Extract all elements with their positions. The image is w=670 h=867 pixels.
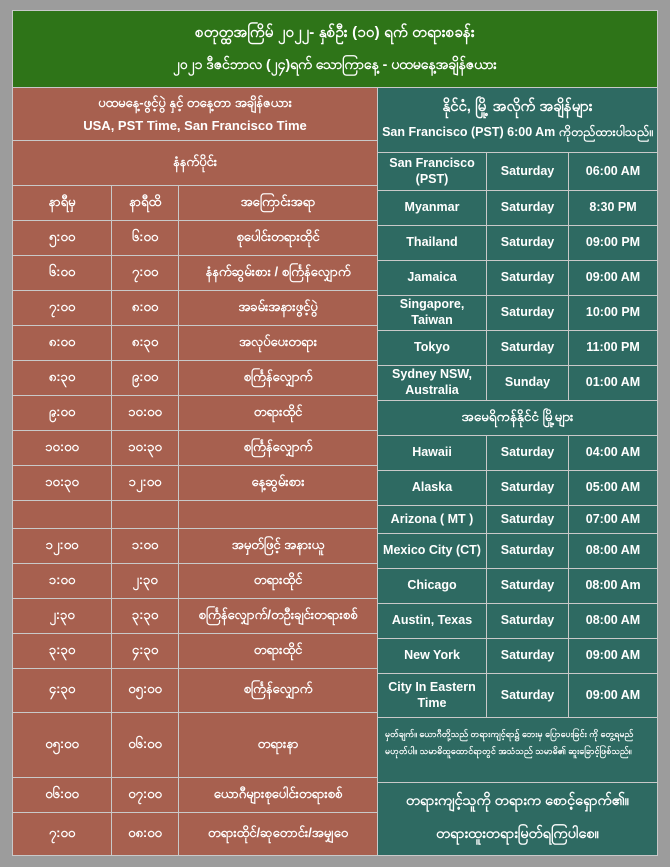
- city-cell: San Francisco (PST): [378, 153, 487, 190]
- schedule-row: [13, 466, 377, 501]
- world-times-title: နိုင်ငံ, မြို့ အလိုက် အချိန်များ: [442, 98, 593, 115]
- schedule-row: [13, 599, 377, 634]
- schedule-row: [13, 396, 377, 431]
- column-header-activity: အကြောင်းအရာ: [240, 193, 316, 209]
- day-cell: Sunday: [487, 366, 569, 400]
- city-cell: Alaska: [378, 471, 487, 505]
- time-from-cell: ၁၂:၀၀: [13, 529, 112, 563]
- time-to-cell: ၀၆:၀၀: [112, 713, 179, 777]
- schedule-poster: [12, 10, 658, 856]
- city-time-row: [378, 261, 657, 296]
- day-cell: Saturday: [487, 153, 569, 190]
- activity-cell: [179, 501, 377, 528]
- day-cell: Saturday: [487, 534, 569, 568]
- day-cell: Saturday: [487, 226, 569, 260]
- time-to-cell: ၂:၃၀: [112, 564, 179, 598]
- time-from-cell: ၃:၃၀: [13, 634, 112, 668]
- time-cell: 09:00 AM: [585, 270, 641, 285]
- city-cell: Jamaica: [378, 261, 487, 295]
- time-from-cell: ၁၀:၃၀: [13, 466, 112, 500]
- world-times-subtitle: San Francisco (PST) 6:00 Am ကိုတည်ထားပါသည်။: [382, 125, 653, 139]
- schedule-row: [13, 564, 377, 599]
- city-cell: Myanmar: [378, 191, 487, 225]
- time-from-cell: ၂:၃၀: [13, 599, 112, 633]
- time-from-cell: ၇:၀၀: [13, 291, 112, 325]
- time-cell: 07:00 AM: [585, 511, 641, 526]
- world-times-header: [378, 88, 657, 153]
- city-cell: Hawaii: [378, 436, 487, 470]
- city-cell: Sydney NSW, Australia: [378, 366, 487, 400]
- time-cell: 10:00 PM: [585, 305, 641, 320]
- world-times-rows: [378, 153, 657, 718]
- time-to-cell: ၈:၀၀: [112, 291, 179, 325]
- city-time-row: [378, 534, 657, 569]
- schedule-row: [13, 529, 377, 564]
- activity-cell: တရားထိုင်: [253, 571, 303, 587]
- time-from-cell: ၈:၀၀: [13, 326, 112, 360]
- day-cell: Saturday: [487, 569, 569, 603]
- schedule-row: [13, 669, 377, 713]
- time-to-cell: ၄:၃၀: [112, 634, 179, 668]
- day-cell: Saturday: [487, 471, 569, 505]
- schedule-row: [13, 291, 377, 326]
- time-cell: 09:00 AM: [585, 687, 641, 702]
- activity-cell: စင်္ကြန်လျှောက်: [243, 438, 313, 454]
- time-cell: 09:00 AM: [585, 648, 641, 663]
- schedule-row: [13, 431, 377, 466]
- city-time-row: [378, 226, 657, 261]
- time-cell: 08:00 Am: [585, 578, 641, 593]
- time-cell: 08:00 AM: [585, 543, 641, 558]
- day-cell: Saturday: [487, 674, 569, 717]
- daily-schedule-title-burmese: ပထမနေ့-ဖွင့်ပွဲ နှင့် တနေ့တာ အချိန်ဇယား: [98, 95, 292, 110]
- city-cell: New York: [378, 639, 487, 673]
- city-time-row: [378, 506, 657, 534]
- city-time-row: [378, 153, 657, 191]
- schedule-row: [13, 256, 377, 291]
- day-cell: Saturday: [487, 191, 569, 225]
- time-from-cell: ၀၆:၀၀: [13, 778, 112, 812]
- time-cell: 05:00 AM: [585, 480, 641, 495]
- daily-schedule-panel: [13, 88, 377, 855]
- time-from-cell: ၀၅:၀၀: [13, 713, 112, 777]
- day-cell: Saturday: [487, 639, 569, 673]
- time-to-cell: ၁၂:၀၀: [112, 466, 179, 500]
- time-to-cell: ၀၈:၀၀: [112, 813, 179, 855]
- activity-cell: စုပေါင်းတရားထိုင်: [236, 228, 320, 244]
- schedule-row: [13, 634, 377, 669]
- time-to-cell: ၁၀:၀၀: [112, 396, 179, 430]
- city-time-row: [378, 604, 657, 639]
- daily-schedule-rows: [13, 221, 377, 855]
- day-cell: Saturday: [487, 436, 569, 470]
- time-from-cell: ၉:၀၀: [13, 396, 112, 430]
- city-cell: Singapore, Taiwan: [378, 296, 487, 330]
- note-text: မှတ်ချက်။ ယောဂီတို့သည် တရားကျင့်ရာ၌ ဘေးမှ ပြောပေးခြင်း ကို တွေ့ရမည် မဟုတ်ပါ။ သမာဓိထူထောင်ရာတွင် အသံသည် သမာဓိ၏ ဆူးခြောင့်ဖြစ်သည်။: [378, 718, 657, 783]
- schedule-row: [13, 813, 377, 855]
- schedule-row: [13, 713, 377, 778]
- time-to-cell: ၉:၀၀: [112, 361, 179, 395]
- day-cell: Saturday: [487, 604, 569, 638]
- time-cell: 09:00 PM: [585, 235, 641, 250]
- activity-cell: နံနက်ဆွမ်းစား / စင်္ကြန်လျှောက်: [205, 263, 351, 279]
- activity-cell: တရားထိုင်: [253, 403, 303, 419]
- city-time-row: [378, 639, 657, 674]
- city-time-row: [378, 471, 657, 506]
- blessing-line1: တရားကျင့်သူကို တရားက စောင့်ရှောက်၏။: [405, 793, 630, 809]
- time-from-cell: ၅:၀၀: [13, 221, 112, 255]
- city-cell: Thailand: [378, 226, 487, 260]
- column-header-to: နာရီထိ: [112, 186, 179, 220]
- city-time-row: [378, 331, 657, 366]
- schedule-row: [13, 326, 377, 361]
- city-time-row: [378, 569, 657, 604]
- daily-schedule-column-headers: [13, 186, 377, 221]
- city-time-row: [378, 191, 657, 226]
- day-cell: Saturday: [487, 261, 569, 295]
- time-to-cell: ၃:၃၀: [112, 599, 179, 633]
- city-cell: Chicago: [378, 569, 487, 603]
- activity-cell: တရားနာ: [257, 735, 299, 751]
- time-to-cell: ၇:၀၀: [112, 256, 179, 290]
- schedule-row: [13, 778, 377, 813]
- city-cell: Arizona ( MT ): [378, 506, 487, 533]
- city-time-row: [378, 674, 657, 718]
- day-cell: Saturday: [487, 331, 569, 365]
- time-from-cell: ၆:၀၀: [13, 256, 112, 290]
- morning-section-label: နံနက်ပိုင်း: [13, 141, 377, 186]
- time-cell: 08:00 AM: [585, 613, 641, 628]
- time-from-cell: ၁:၀၀: [13, 564, 112, 598]
- time-to-cell: ၀၇:၀၀: [112, 778, 179, 812]
- daily-schedule-header: [13, 88, 377, 141]
- day-cell: Saturday: [487, 296, 569, 330]
- page-title-line2: ၂၀၂၁ ဒီဇင်ဘာလ (၂၄)ရက် သောကြာနေ့ - ပထမနေ့အချိန်ဇယား: [173, 55, 497, 72]
- daily-schedule-title-english: USA, PST Time, San Francisco Time: [83, 118, 307, 133]
- time-from-cell: ၁၀:၀၀: [13, 431, 112, 465]
- schedule-row: [13, 501, 377, 529]
- time-from-cell: ၇:၀၀: [13, 813, 112, 855]
- day-cell: Saturday: [487, 506, 569, 533]
- activity-cell: နေ့ဆွမ်းစား: [251, 473, 305, 489]
- activity-cell: စင်္ကြန်လျှောက်/တဦးချင်းတရားစစ်: [198, 606, 358, 622]
- world-times-panel: [377, 88, 657, 855]
- city-cell: City In Eastern Time: [378, 674, 487, 717]
- city-cell: Mexico City (CT): [378, 534, 487, 568]
- city-cell: Tokyo: [378, 331, 487, 365]
- column-header-from: နာရီမှ: [13, 186, 112, 220]
- page-header: [13, 11, 657, 88]
- time-from-cell: ၈:၃၀: [13, 361, 112, 395]
- activity-cell: အလုပ်ပေးတရား: [238, 333, 318, 349]
- activity-cell: စင်္ကြန်လျှောက်: [243, 681, 313, 696]
- time-to-cell: [112, 501, 179, 528]
- section-header-us-cities: အမေရိကန်နိုင်ငံ မြို့များ: [378, 401, 657, 436]
- activity-cell: အခမ်းအနားဖွင့်ပွဲ: [238, 298, 318, 314]
- blessing-line2: တရားထူးတရားမြတ်ရကြပါစေ။: [436, 826, 599, 842]
- time-to-cell: ၀၅:၀၀: [112, 669, 179, 712]
- time-cell: 8:30 PM: [589, 200, 637, 215]
- activity-cell: ယောဂီများစုပေါင်းတရားစစ်: [213, 785, 343, 801]
- activity-cell: တရားထိုင်/ဆုတောင်း/အမျှဝေ: [207, 824, 349, 840]
- activity-cell: စင်္ကြန်လျှောက်: [243, 368, 313, 384]
- time-from-cell: [13, 501, 112, 528]
- schedule-panels: [13, 88, 657, 855]
- blessing-block: [378, 783, 657, 855]
- city-time-row: [378, 366, 657, 401]
- schedule-row: [13, 361, 377, 396]
- time-from-cell: ၄:၃၀: [13, 669, 112, 712]
- activity-cell: တရားထိုင်: [253, 641, 303, 657]
- time-to-cell: ၁:၀၀: [112, 529, 179, 563]
- time-cell: 06:00 AM: [585, 163, 641, 178]
- time-to-cell: ၁၀:၃၀: [112, 431, 179, 465]
- schedule-row: [13, 221, 377, 256]
- time-to-cell: ၈:၃၀: [112, 326, 179, 360]
- city-cell: Austin, Texas: [378, 604, 487, 638]
- city-time-row: [378, 296, 657, 331]
- activity-cell: အမှတ်ဖြင့် အနားယူ: [231, 536, 325, 552]
- time-to-cell: ၆:၀၀: [112, 221, 179, 255]
- time-cell: 11:00 PM: [586, 340, 640, 355]
- page-title-line1: စတုတ္ထအကြိမ် ၂၀၂၂- နှစ်ဦး (၁၀) ရက် တရားစခန်း: [195, 23, 475, 41]
- time-cell: 01:00 AM: [585, 375, 641, 390]
- city-time-row: [378, 436, 657, 471]
- time-cell: 04:00 AM: [585, 445, 641, 460]
